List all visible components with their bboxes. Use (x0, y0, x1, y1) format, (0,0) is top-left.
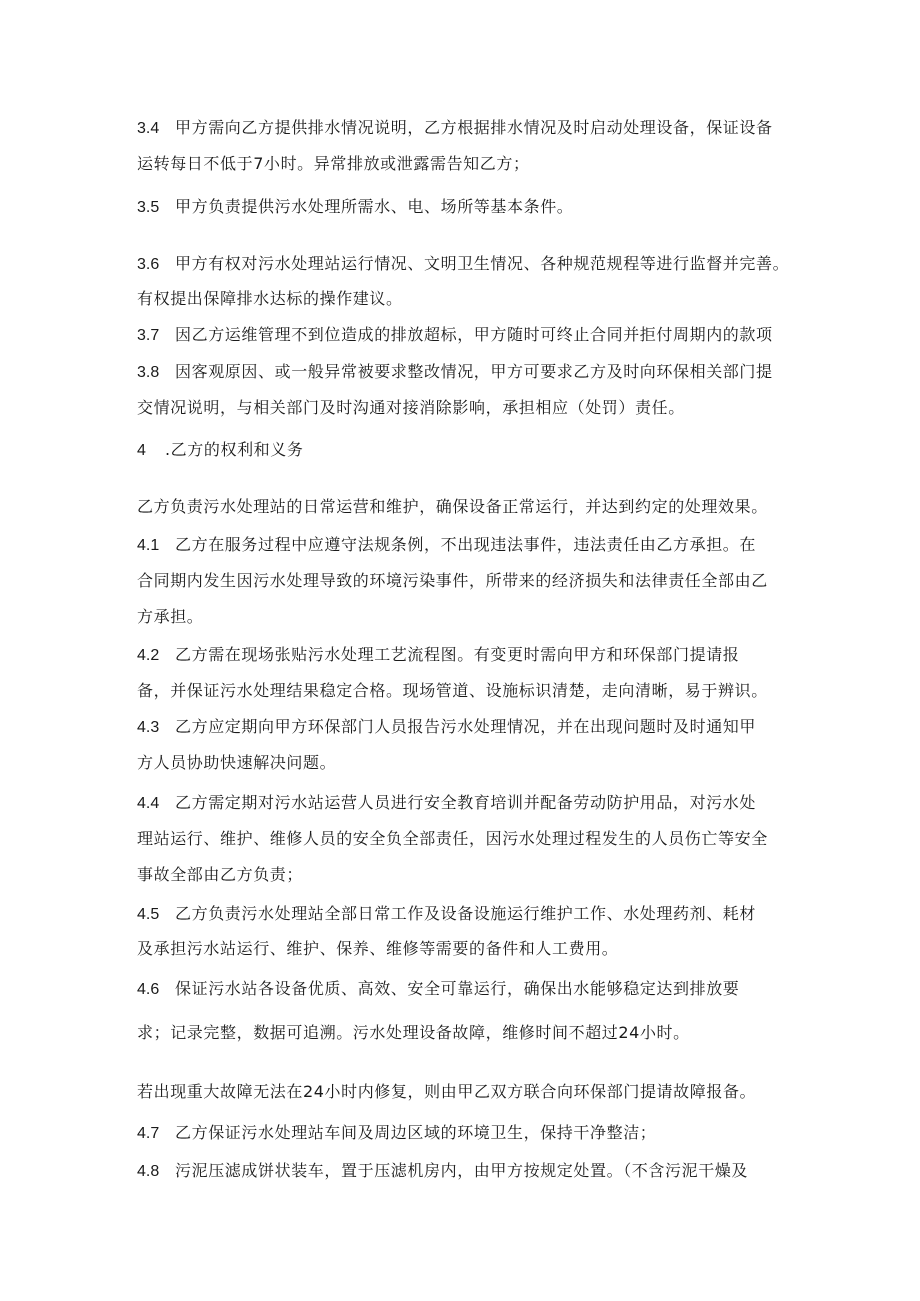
clause-4-1-line-3 (137, 607, 797, 627)
clause-4-7-line-1 (137, 1123, 797, 1144)
clause-text: 乙方需在现场张贴污水处理工艺流程图。有变更时需向甲方和环保部门提请报 (175, 645, 740, 664)
clause-number: 3.4 (137, 120, 160, 137)
clause-number: 4.1 (137, 537, 160, 554)
clause-text: 甲方需向乙方提供排水情况说明，乙方根据排水情况及时启动处理设备，保证设备 (175, 118, 773, 137)
clause-4-6-line-1 (137, 979, 797, 1000)
clause-number: 4.6 (137, 981, 160, 998)
clause-4-5-line-1 (137, 904, 797, 925)
clause-number: 3.6 (137, 256, 160, 273)
clause-text: 求；记录完整，数据可追溯。污水处理设备故障，维修时间不超过24小时。 (137, 1023, 690, 1042)
clause-text: 乙方在服务过程中应遵守法规条例，不出现违法事件，违法责任由乙方承担。在 (175, 535, 757, 554)
clause-4-4-line-1 (137, 793, 797, 814)
clause-4-2-line-2 (137, 681, 797, 701)
clause-4-1-line-1 (137, 535, 797, 556)
clause-3-8-line-1 (137, 362, 797, 383)
clause-text: 及承担污水站运行、维护、保养、维修等需要的备件和人工费用。 (137, 939, 619, 958)
clause-3-7-line-1 (137, 325, 797, 346)
clause-3-8-line-2 (137, 398, 797, 418)
clause-number: 4.4 (137, 795, 160, 812)
section-number: 4 (137, 442, 146, 459)
clause-number: 4.2 (137, 647, 160, 664)
clause-3-6-line-2 (137, 289, 797, 309)
clause-number: 4.7 (137, 1125, 160, 1142)
section-title: .乙方的权利和义务 (165, 440, 304, 459)
clause-text: 方承担。 (137, 607, 204, 626)
section-4-heading (137, 440, 797, 461)
clause-text: 污泥压滤成饼状装车，置于压滤机房内，由甲方按规定处置。（不含污泥干燥及 (175, 1161, 749, 1180)
clause-number: 3.5 (137, 199, 160, 216)
clause-text: 乙方应定期向甲方环保部门人员报告污水处理情况，并在出现问题时及时通知甲 (175, 717, 757, 736)
clause-text: 若出现重大故障无法在24小时内修复，则由甲乙双方联合向环保部门提请故障报备。 (137, 1082, 757, 1101)
clause-text: 理站运行、维护、维修人员的安全负全部责任，因污水处理过程发生的人员伤亡等安全 (137, 829, 768, 848)
clause-text: 因乙方运维管理不到位造成的排放超标，甲方随时可终止合同并拒付周期内的款项 (175, 325, 773, 344)
clause-number: 4.8 (137, 1163, 160, 1180)
clause-text: 事故全部由乙方负责； (137, 865, 304, 884)
clause-text: 甲方负责提供污水处理所需水、电、场所等基本条件。 (175, 197, 574, 216)
clause-text: 因客观原因、或一般异常被要求整改情况，甲方可要求乙方及时向环保相关部门提 (175, 362, 773, 381)
clause-text: 有权提出保障排水达标的操作建议。 (137, 289, 403, 308)
clause-text: 甲方有权对污水处理站运行情况、文明卫生情况、各种规范规程等进行监督并完善。 (175, 254, 790, 273)
clause-4-8-line-1 (137, 1161, 797, 1182)
clause-text: 方人员协助快速解决问题。 (137, 753, 337, 772)
clause-4-3-line-2 (137, 753, 797, 773)
clause-text: 交情况说明，与相关部门及时沟通对接消除影响，承担相应（处罚）责任。 (137, 398, 685, 417)
clause-4-4-line-2 (137, 829, 797, 849)
clause-text: 乙方需定期对污水站运营人员进行安全教育培训并配备劳动防护用品，对污水处 (175, 793, 757, 812)
clause-number: 4.5 (137, 906, 160, 923)
clause-4-2-line-1 (137, 645, 797, 666)
clause-text: 乙方负责污水处理站的日常运营和维护，确保设备正常运行，并达到约定的处理效果。 (137, 497, 768, 516)
clause-text: 合同期内发生因污水处理导致的环境污染事件，所带来的经济损失和法律责任全部由乙 (137, 571, 768, 590)
clause-3-6-line-1 (137, 254, 797, 275)
section-4-intro (137, 497, 797, 517)
clause-3-5-line-1 (137, 197, 797, 218)
clause-text: 运转每日不低于7小时。异常排放或泄露需告知乙方； (137, 154, 530, 173)
clause-4-1-line-2 (137, 571, 797, 591)
clause-4-4-line-3 (137, 865, 797, 885)
clause-4-5-line-2 (137, 939, 797, 959)
clause-number: 4.3 (137, 719, 160, 736)
clause-3-4-line-1 (137, 118, 797, 139)
clause-text: 乙方保证污水处理站车间及周边区域的环境卫生，保持干净整洁； (175, 1123, 657, 1142)
clause-number: 3.8 (137, 364, 160, 381)
clause-text: 备，并保证污水处理结果稳定合格。现场管道、设施标识清楚，走向清晰，易于辨识。 (137, 681, 768, 700)
clause-4-6-line-2 (137, 1023, 797, 1043)
clause-number: 3.7 (137, 327, 160, 344)
clause-3-4-line-2 (137, 154, 797, 174)
repair-note (137, 1082, 797, 1102)
clause-text: 乙方负责污水处理站全部日常工作及设备设施运行维护工作、水处理药剂、耗材 (175, 904, 757, 923)
clause-text: 保证污水站各设备优质、高效、安全可靠运行，确保出水能够稳定达到排放要 (175, 979, 740, 998)
clause-4-3-line-1 (137, 717, 797, 738)
